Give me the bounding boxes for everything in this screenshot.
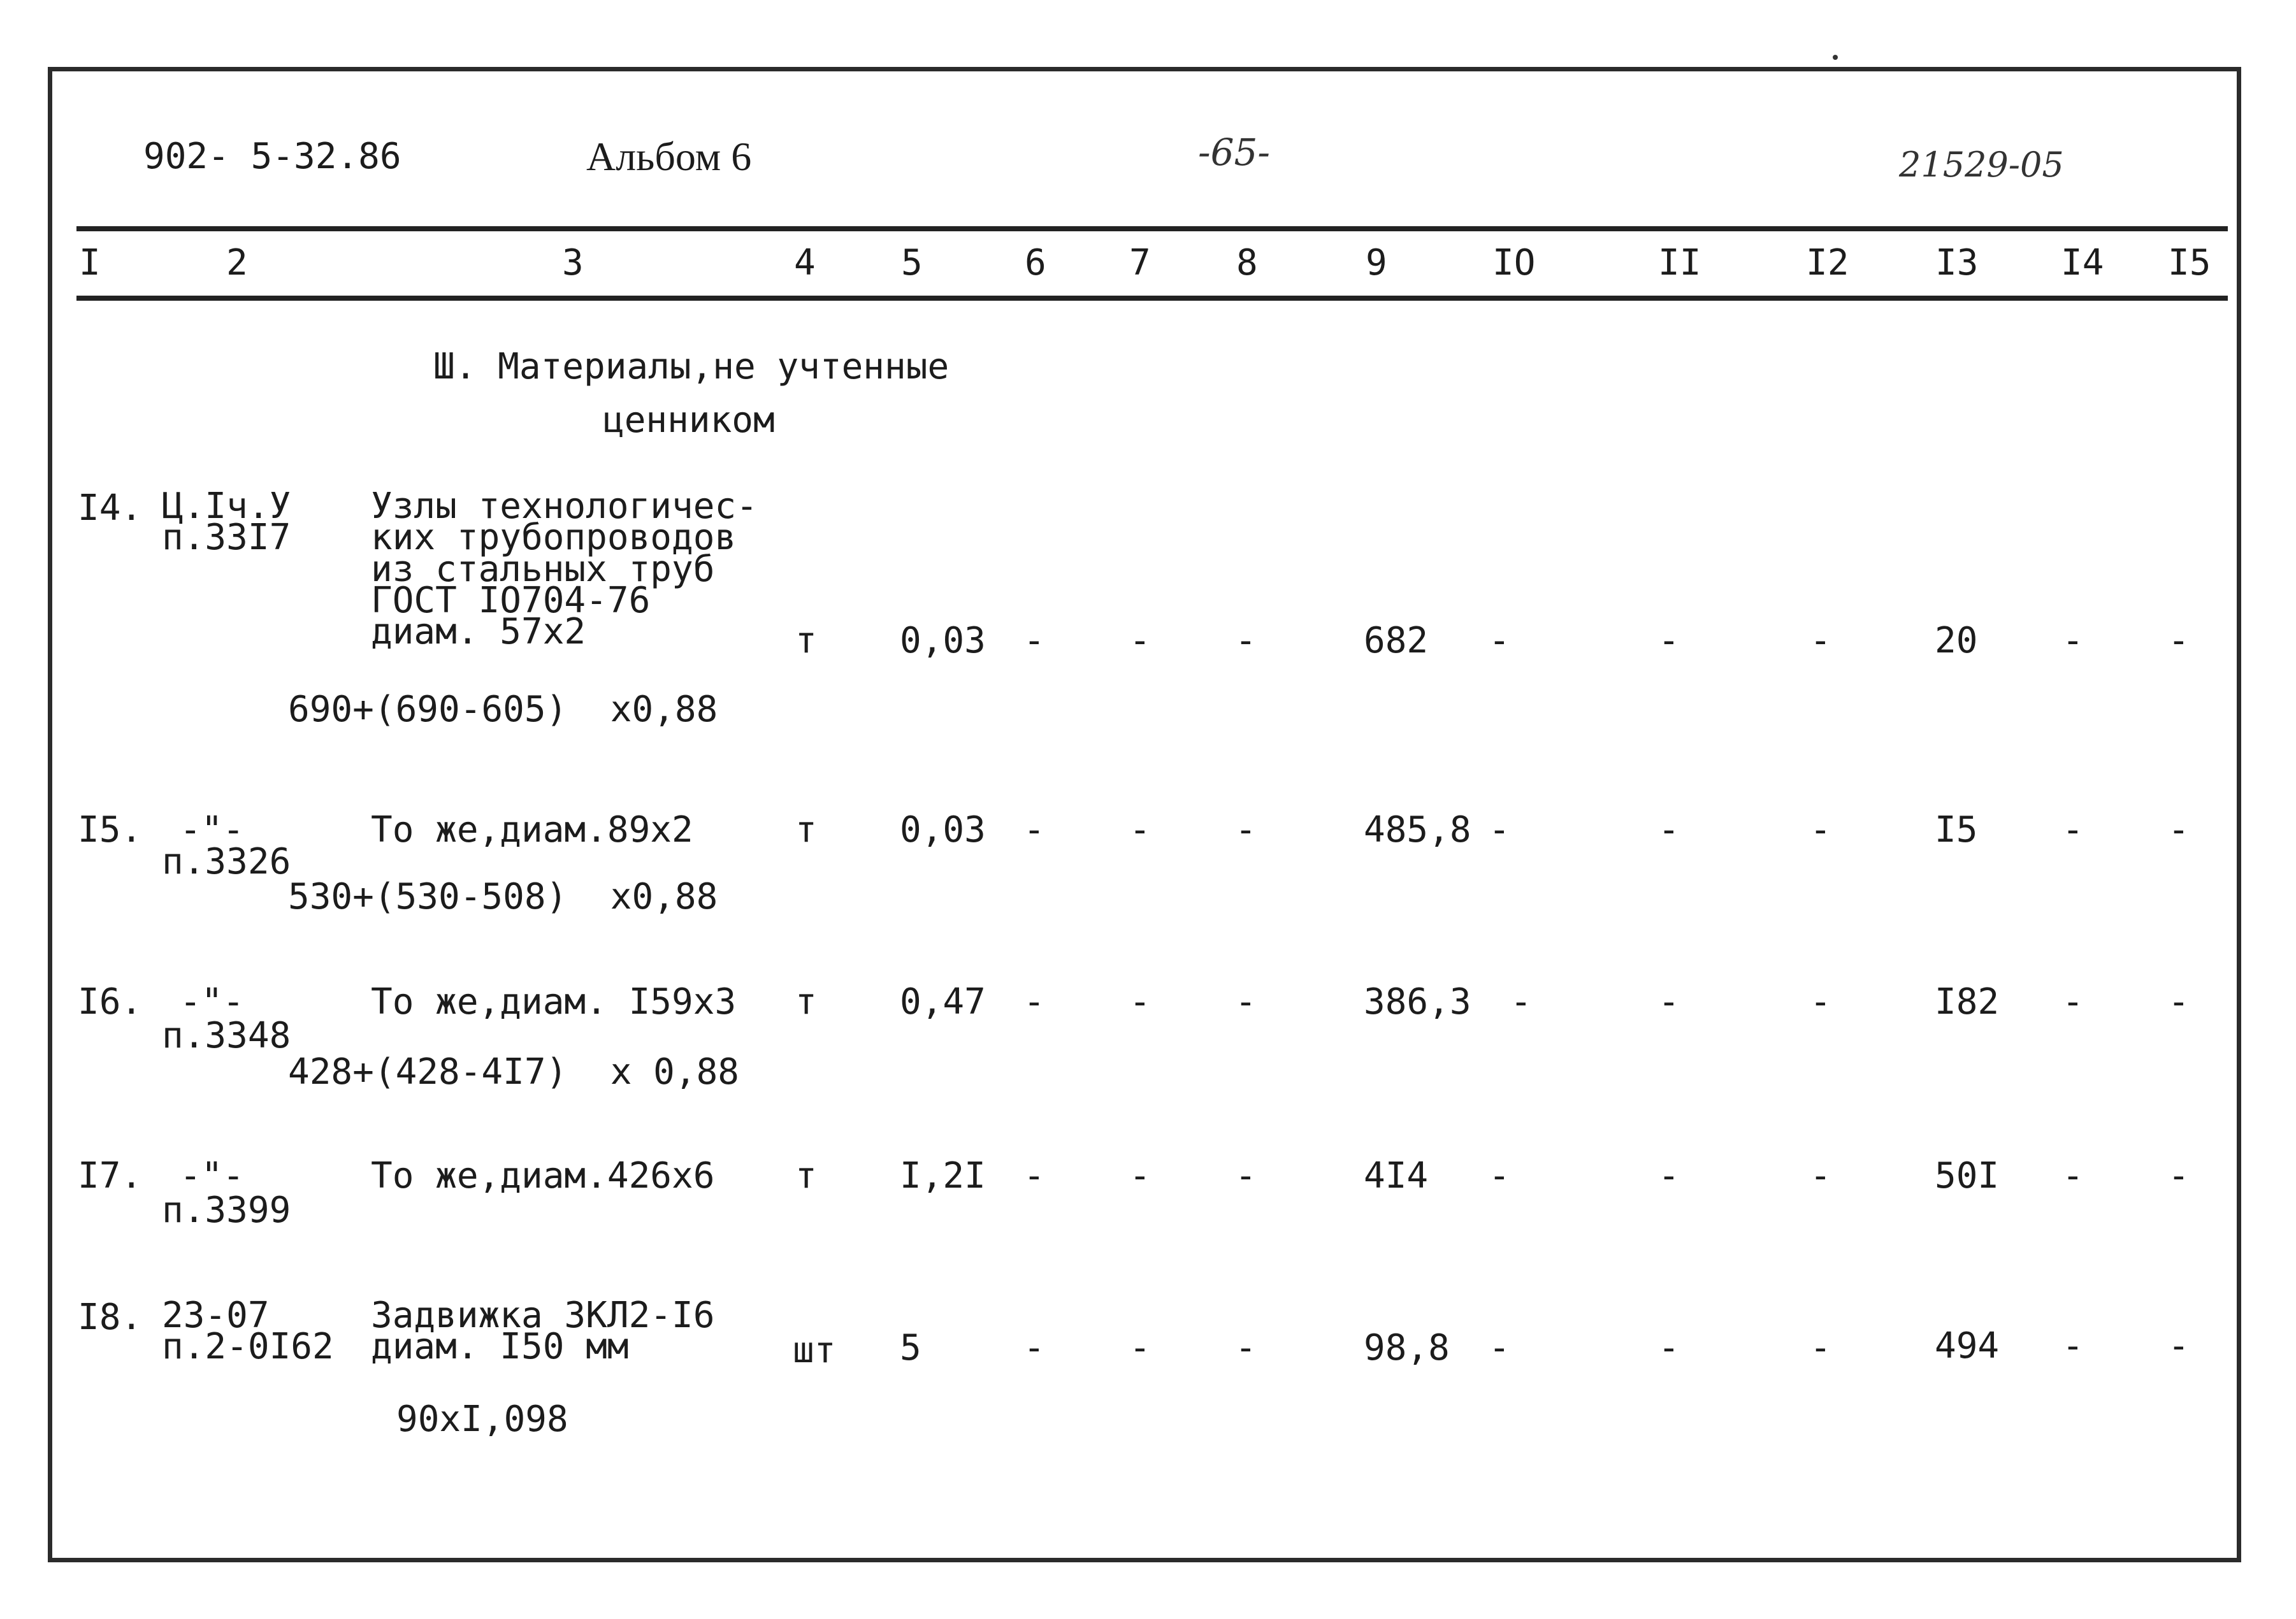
col13-cell: I82: [1935, 981, 2000, 1023]
row-description: То же,диам.89х2: [371, 809, 693, 851]
row-reference: п.3399: [162, 1190, 291, 1231]
col9-cell: 386,3: [1364, 981, 1471, 1023]
row-number: I5.: [78, 809, 143, 851]
col6-cell: -: [1023, 981, 1045, 1023]
row-reference: п.3326: [162, 841, 291, 882]
col13-cell: 494: [1935, 1325, 2000, 1367]
col14-cell: -: [2062, 620, 2084, 661]
col9-cell: 98,8: [1364, 1327, 1450, 1369]
col10-cell: -: [1489, 620, 1510, 661]
album-label: Альбом 6: [586, 134, 752, 179]
col12-cell: -: [1810, 809, 1831, 851]
col14-cell: -: [2062, 809, 2084, 851]
column-header: I3: [1935, 242, 1979, 284]
col8-cell: -: [1235, 620, 1257, 661]
col15-cell: -: [2168, 1325, 2190, 1367]
column-header: I: [79, 242, 101, 284]
column-header: 8: [1236, 242, 1258, 284]
col11-cell: -: [1658, 1327, 1680, 1369]
col11-cell: -: [1658, 620, 1680, 661]
header-rule-bottom: [76, 296, 2228, 301]
col9-cell: 682: [1364, 620, 1429, 661]
col6-cell: -: [1023, 1155, 1045, 1197]
col13-cell: I5: [1935, 809, 1978, 851]
col12-cell: -: [1810, 620, 1831, 661]
col6-cell: -: [1023, 620, 1045, 661]
col8-cell: -: [1235, 1327, 1257, 1369]
col9-cell: 4I4: [1364, 1155, 1429, 1197]
quantity-cell: 5: [900, 1327, 921, 1369]
col15-cell: -: [2168, 981, 2190, 1023]
col10-cell: -: [1489, 1155, 1510, 1197]
column-header: I5: [2168, 242, 2211, 284]
col15-cell: -: [2168, 809, 2190, 851]
col10-cell: -: [1489, 809, 1510, 851]
col11-cell: -: [1658, 1155, 1680, 1197]
col12-cell: -: [1810, 981, 1831, 1023]
row-reference-ditto: -"-: [180, 981, 245, 1023]
price-formula: 428+(428-4I7) х 0,88: [288, 1051, 740, 1093]
column-header: 5: [901, 242, 923, 284]
col15-cell: -: [2168, 620, 2190, 661]
row-reference-ditto: -"-: [180, 809, 245, 851]
unit-cell: т: [795, 981, 817, 1023]
row-number: I8.: [78, 1297, 143, 1338]
col11-cell: -: [1658, 981, 1680, 1023]
row-reference: Ц.Iч.У п.33I7: [162, 486, 291, 559]
col8-cell: -: [1235, 809, 1257, 851]
section-title-line2: ценником: [603, 399, 775, 441]
col14-cell: -: [2062, 1155, 2084, 1197]
document-code: 21529-05: [1899, 145, 2064, 185]
row-reference-ditto: -"-: [180, 1155, 245, 1197]
price-formula: 530+(530-508) х0,88: [288, 876, 718, 917]
row-description: Узлы технологичес- ких трубопроводов из стальных труб ГОСТ IO704-76 диам. 57х2: [371, 486, 758, 653]
col7-cell: -: [1129, 1155, 1151, 1197]
row-number: I7.: [78, 1155, 143, 1197]
ink-dot: [1833, 55, 1838, 60]
row-description: То же,диам.426х6: [371, 1155, 715, 1197]
quantity-cell: 0,03: [900, 620, 986, 661]
col10-cell: -: [1489, 1327, 1510, 1369]
row-reference: 23-07 п.2-0I62: [162, 1295, 334, 1368]
column-header: 6: [1025, 242, 1046, 284]
unit-cell: т: [795, 1155, 817, 1197]
column-header: 2: [226, 242, 248, 284]
col12-cell: -: [1810, 1155, 1831, 1197]
column-header: II: [1658, 242, 1701, 284]
col6-cell: -: [1023, 1327, 1045, 1369]
quantity-cell: 0,03: [900, 809, 986, 851]
column-header: 4: [794, 242, 816, 284]
row-number: I6.: [78, 981, 143, 1023]
section-title-line1: Ш. Материалы,не учтенные: [433, 346, 949, 387]
col14-cell: -: [2062, 981, 2084, 1023]
col7-cell: -: [1129, 1327, 1151, 1369]
row-description: То же,диам. I59х3: [371, 981, 737, 1023]
doc-number: 902- 5-32.86: [143, 136, 401, 177]
col7-cell: -: [1129, 620, 1151, 661]
header-rule-top: [76, 226, 2228, 231]
column-header: 3: [562, 242, 584, 284]
col15-cell: -: [2168, 1155, 2190, 1197]
quantity-cell: 0,47: [900, 981, 986, 1023]
quantity-cell: I,2I: [900, 1155, 986, 1197]
page-number: -65-: [1198, 131, 1270, 174]
column-header: IO: [1492, 242, 1536, 284]
unit-cell: т: [795, 620, 817, 661]
col13-cell: 50I: [1935, 1155, 2000, 1197]
price-formula: 90хI,098: [396, 1399, 568, 1440]
col6-cell: -: [1023, 809, 1045, 851]
row-reference: п.3348: [162, 1015, 291, 1056]
column-header: I2: [1806, 242, 1849, 284]
unit-cell: шт: [793, 1330, 836, 1371]
col7-cell: -: [1129, 981, 1151, 1023]
column-header: 7: [1129, 242, 1151, 284]
column-header: I4: [2061, 242, 2104, 284]
col7-cell: -: [1129, 809, 1151, 851]
col14-cell: -: [2062, 1325, 2084, 1367]
unit-cell: т: [795, 809, 817, 851]
price-formula: 690+(690-605) х0,88: [288, 689, 718, 730]
col8-cell: -: [1235, 1155, 1257, 1197]
col10-cell: -: [1510, 981, 1532, 1023]
row-number: I4.: [78, 487, 143, 529]
row-description: Задвижка ЗКЛ2-I6 диам. I50 мм: [371, 1295, 715, 1368]
col11-cell: -: [1658, 809, 1680, 851]
col8-cell: -: [1235, 981, 1257, 1023]
col13-cell: 20: [1935, 620, 1978, 661]
column-header: 9: [1366, 242, 1387, 284]
col9-cell: 485,8: [1364, 809, 1471, 851]
col12-cell: -: [1810, 1327, 1831, 1369]
